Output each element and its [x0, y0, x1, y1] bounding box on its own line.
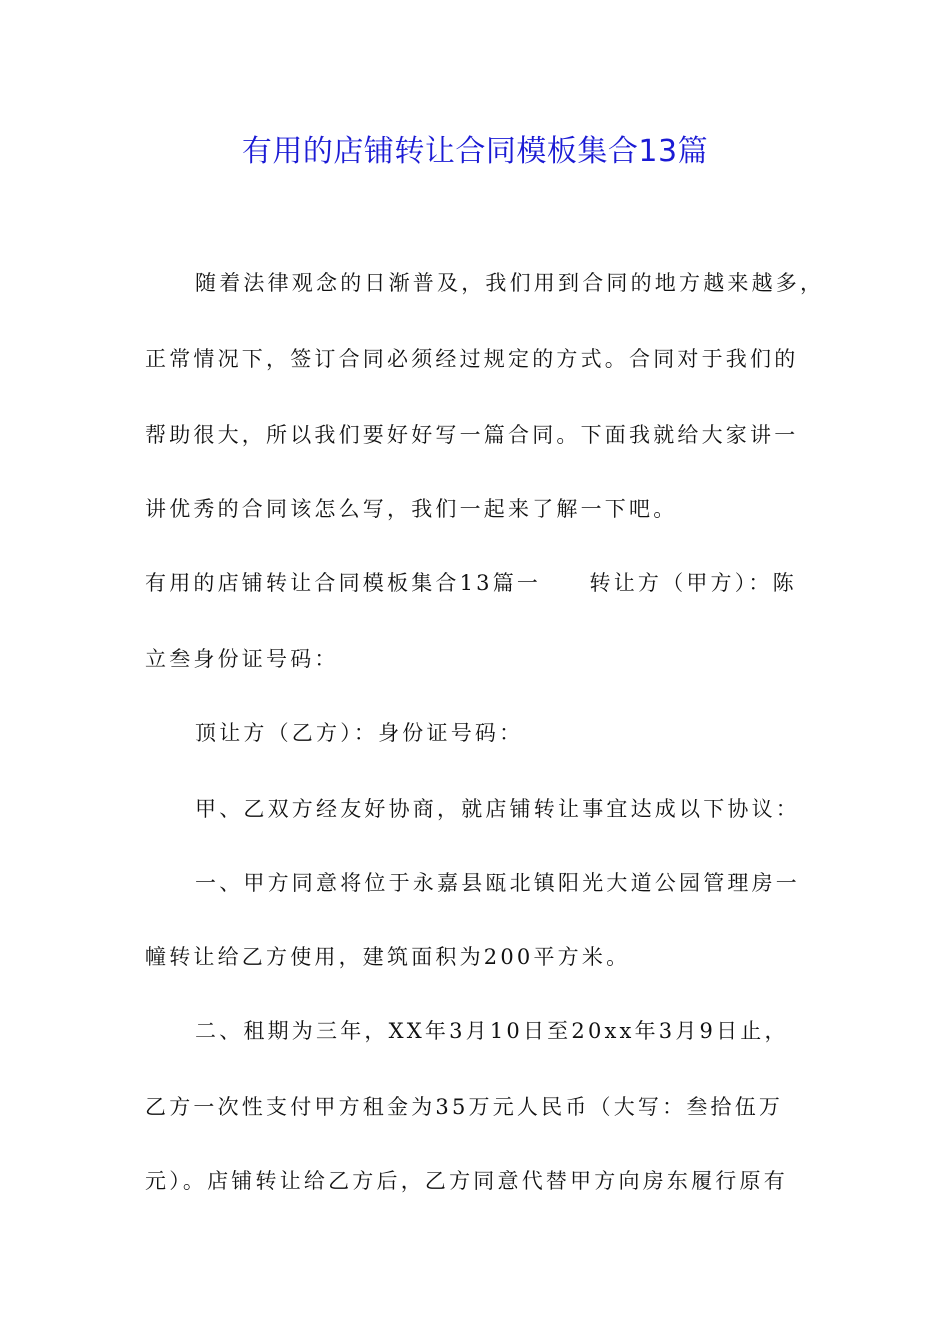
paragraph-line: 幢转让给乙方使用，建筑面积为200平方米。: [145, 945, 631, 969]
paragraph-line: 讲优秀的合同该怎么写，我们一起来了解一下吧。: [145, 497, 678, 521]
paragraph-line: 元）。店铺转让给乙方后，乙方同意代替甲方向房东履行原有: [145, 1169, 788, 1193]
paragraph-line: 正常情况下，签订合同必须经过规定的方式。合同对于我们的: [145, 347, 799, 371]
paragraph-line: 随着法律观念的日渐普及，我们用到合同的地方越来越多，: [195, 271, 825, 295]
paragraph-line: 顶让方（乙方）：身份证号码：: [195, 721, 524, 745]
paragraph-line: 立叁身份证号码：: [145, 647, 339, 671]
paragraph-line: 甲、乙双方经友好协商，就店铺转让事宜达成以下协议：: [195, 797, 800, 821]
paragraph-line: 乙方一次性支付甲方租金为35万元人民币（大写：叁拾伍万: [145, 1095, 784, 1119]
paragraph-line: 一、甲方同意将位于永嘉县瓯北镇阳光大道公园管理房一: [195, 871, 800, 895]
document-title: 有用的店铺转让合同模板集合13篇: [241, 134, 709, 169]
paragraph-line: 二、租期为三年，XX年3月10日至20xx年3月9日止，: [195, 1019, 789, 1043]
paragraph-line: 帮助很大，所以我们要好好写一篇合同。下面我就给大家讲一: [145, 423, 799, 447]
paragraph-line: 有用的店铺转让合同模板集合13篇一 转让方（甲方）：陈: [145, 571, 797, 595]
